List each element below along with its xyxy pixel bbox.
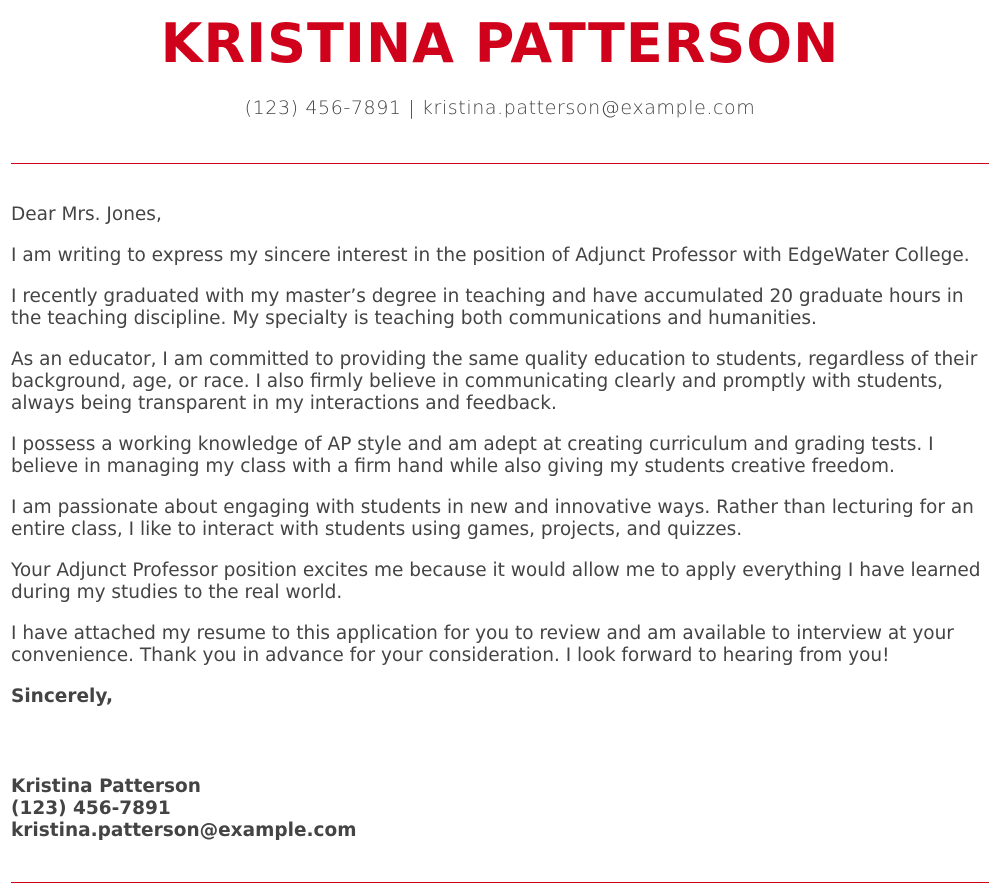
cover-letter-page <box>11 0 989 841</box>
letter-paragraph-7: I have attached my resume to this application for you to review and am available to interview at your convenience. Thank you in advance for your consideration. I look forward to hearing from you! <box>11 623 954 666</box>
signature-phone: (123) 456-7891 <box>11 798 171 819</box>
closing: Sincerely, <box>11 686 114 707</box>
top-divider <box>11 163 989 164</box>
signature-name: Kristina Patterson <box>11 776 201 797</box>
letter-body <box>11 204 991 727</box>
bottom-divider <box>11 882 989 883</box>
letter-paragraph-4: I possess a working knowledge of AP style and am adept at creating curriculum and grading tests. I believe in managing my class with a firm hand while also giving my students creative freedom. <box>11 434 934 477</box>
letter-paragraph-5: I am passionate about engaging with students in new and innovative ways. Rather than lecturing for an entire class, I like to interact with students using games, projects, and quizzes. <box>11 497 974 540</box>
letter-paragraph-3: As an educator, I am committed to providing the same quality education to students, regardless of their background, age, or race. I also firmly believe in communicating clearly and promptly with students, always being transparent in my interactions and feedback. <box>11 349 978 414</box>
header-contact-line: (123) 456-7891 | kristina.patterson@example.com <box>244 97 756 119</box>
letter-paragraph-1: I am writing to express my sincere interest in the position of Adjunct Professor with EdgeWater College. <box>11 245 970 266</box>
signature-email: kristina.patterson@example.com <box>11 820 357 841</box>
applicant-name-heading: KRISTINA PATTERSON <box>160 12 840 75</box>
signature-block <box>11 776 356 842</box>
letter-paragraph-2: I recently graduated with my master’s degree in teaching and have accumulated 20 graduate hours in the teaching discipline. My specialty is teaching both communications and humanities. <box>11 286 964 329</box>
salutation: Dear Mrs. Jones, <box>11 204 162 225</box>
letter-paragraph-6: Your Adjunct Professor position excites me because it would allow me to apply everything I have learned during my studies to the real world. <box>11 560 981 603</box>
